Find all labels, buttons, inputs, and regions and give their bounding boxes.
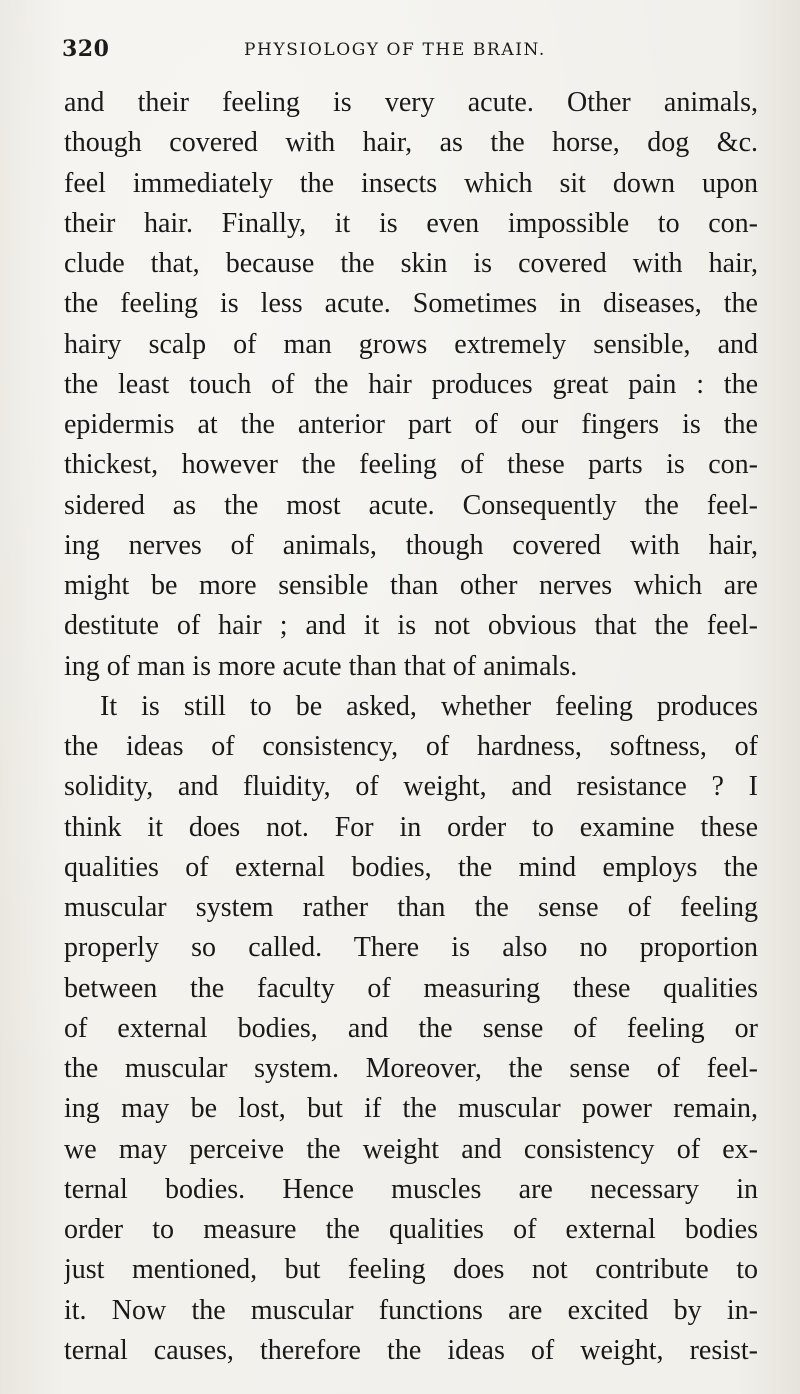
text-line: their hair. Finally, it is even impossible to con- bbox=[64, 207, 758, 239]
text-line: just mentioned, but feeling does not contribute to bbox=[64, 1254, 758, 1286]
text-line: the least touch of the hair produces great pain : the bbox=[64, 368, 758, 400]
text-line: it. Now the muscular functions are excited by in- bbox=[64, 1294, 758, 1326]
text-line: between the faculty of measuring these qualities bbox=[64, 972, 758, 1004]
text-line: destitute of hair ; and it is not obvious that the feel- bbox=[64, 610, 758, 642]
text-line: ing nerves of animals, though covered with hair, bbox=[64, 529, 758, 561]
running-head bbox=[62, 36, 752, 66]
text-line: epidermis at the anterior part of our fingers is the bbox=[64, 409, 758, 440]
text-line: might be more sensible than other nerves which are bbox=[64, 570, 758, 601]
text-line: thickest, however the feeling of these parts is con- bbox=[64, 449, 758, 481]
text-line: solidity, and fluidity, of weight, and resistance ? I bbox=[64, 771, 758, 803]
paragraph-start-line: It is still to be asked, whether feeling produces bbox=[100, 690, 758, 722]
running-title: PHYSIOLOGY OF THE BRAIN. bbox=[244, 40, 546, 60]
text-line: of external bodies, and the sense of feeling or bbox=[64, 1012, 758, 1044]
text-line: muscular system rather than the sense of feeling bbox=[64, 892, 758, 923]
text-line: ing may be lost, but if the muscular power remain, bbox=[64, 1093, 758, 1125]
text-line: feel immediately the insects which sit down upon bbox=[64, 167, 758, 199]
text-line: ternal causes, therefore the ideas of weight, resist- bbox=[64, 1334, 758, 1366]
text-line: the ideas of consistency, of hardness, softness, of bbox=[64, 731, 758, 762]
text-line: properly so called. There is also no proportion bbox=[64, 932, 758, 964]
text-line: sidered as the most acute. Consequently the feel- bbox=[64, 489, 758, 521]
text-line: and their feeling is very acute. Other animals, bbox=[64, 87, 758, 118]
text-line: though covered with hair, as the horse, dog &c. bbox=[64, 127, 758, 159]
body-text bbox=[64, 83, 758, 1371]
text-line: clude that, because the skin is covered with hair, bbox=[64, 248, 758, 279]
text-line: ternal bodies. Hence muscles are necessary in bbox=[64, 1173, 758, 1205]
text-line: think it does not. For in order to examine these bbox=[64, 811, 758, 843]
page-number: 320 bbox=[62, 36, 110, 62]
paragraph-end-line: ing of man is more acute than that of animals. bbox=[64, 650, 578, 682]
text-line: qualities of external bodies, the mind employs the bbox=[64, 851, 758, 883]
text-line: the feeling is less acute. Sometimes in diseases, the bbox=[64, 288, 758, 320]
text-line: the muscular system. Moreover, the sense of feel- bbox=[64, 1053, 758, 1084]
text-line: hairy scalp of man grows extremely sensible, and bbox=[64, 328, 758, 360]
text-line: order to measure the qualities of external bodies bbox=[64, 1214, 758, 1245]
text-line: we may perceive the weight and consistency of ex- bbox=[64, 1133, 758, 1165]
